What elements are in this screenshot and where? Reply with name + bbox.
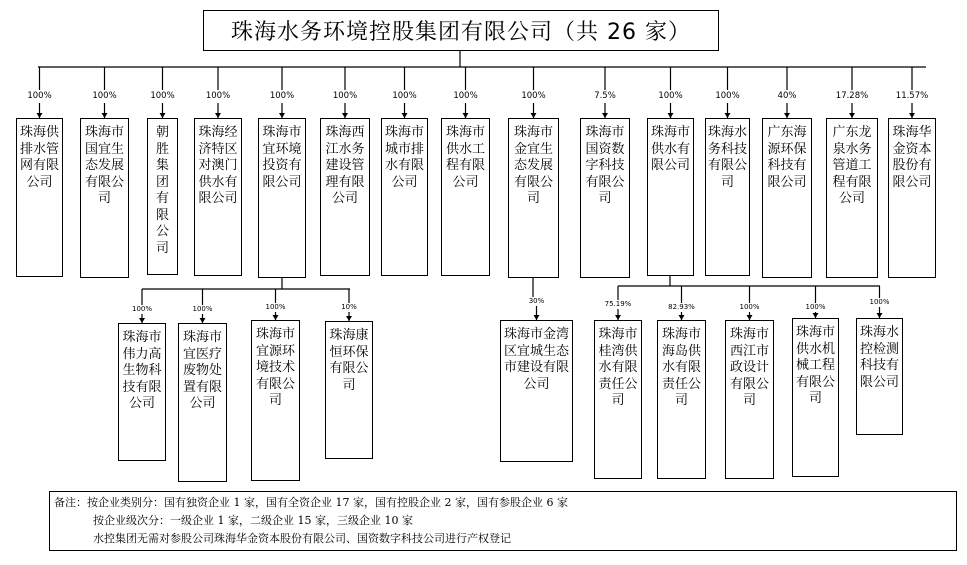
- tier1-company-box: [508, 118, 559, 278]
- tier2-ownership-pct: 100%: [131, 305, 152, 313]
- tier2-company-box: [500, 320, 573, 462]
- tier1-company-name: 珠海供排水管网有限公司: [19, 125, 59, 190]
- tier1-company-name: 珠海市供水工程有限公司: [445, 125, 485, 190]
- tier1-company-name: 珠海华金资本股份有限公司: [892, 125, 932, 190]
- tier2-company-box: [792, 318, 839, 477]
- tier1-company-box: [16, 118, 63, 277]
- tier2-company-box: [594, 320, 642, 479]
- tier1-company-name: 广东海源环保科技有限公司: [767, 125, 807, 190]
- tier2-company-name: 珠海水控检测科技有限公司: [859, 325, 899, 390]
- tier1-ownership-pct: 100%: [269, 91, 295, 101]
- tier1-ownership-pct: 100%: [27, 91, 52, 101]
- tier1-company-name: 珠海市宜环境投资有限公司: [262, 125, 302, 190]
- root-company-title: 珠海水务环境控股集团有限公司（共 26 家）: [203, 10, 719, 51]
- tier1-company-box: [647, 118, 694, 276]
- tier1-ownership-pct: 100%: [715, 91, 740, 101]
- tier2-ownership-pct: 100%: [869, 298, 890, 306]
- tier1-company-box: [194, 118, 242, 276]
- tier1-ownership-pct: 100%: [205, 91, 231, 101]
- tier1-ownership-pct: 40%: [777, 91, 797, 101]
- tier1-company-box: [762, 118, 812, 278]
- tier2-ownership-pct: 82.93%: [668, 303, 695, 311]
- tier2-ownership-pct: 100%: [192, 305, 213, 313]
- tier2-company-box: [251, 320, 300, 481]
- tier2-company-name: 珠海市西江市政设计有限公司: [729, 327, 769, 408]
- note-line-2: 按企业级次分：一级企业 1 家，二级企业 15 家，三级企业 10 家: [93, 514, 413, 527]
- tier1-ownership-pct: 11.57%: [895, 91, 929, 101]
- tier2-ownership-pct: 10%: [341, 303, 357, 311]
- tier1-ownership-pct: 100%: [453, 91, 478, 101]
- tier1-ownership-pct: 17.28%: [835, 91, 869, 101]
- tier2-company-name: 珠海市供水机械工程有限公司: [795, 325, 835, 406]
- tier2-ownership-pct: 75.19%: [604, 300, 632, 308]
- tier1-ownership-pct: 100%: [392, 91, 417, 101]
- tier2-company-name: 珠海市海岛供水有限责任公司: [661, 327, 701, 408]
- tier1-company-name: 珠海市金宜生态发展有限公司: [513, 125, 553, 206]
- tier2-company-name: 珠海市金湾区宜城生态市建设有限公司: [503, 327, 569, 392]
- tier1-company-box: [80, 118, 129, 278]
- tier1-company-box: [888, 118, 936, 278]
- tier1-ownership-pct: 100%: [658, 91, 683, 101]
- tier1-company-name: 珠海经济特区对澳门供水有限公司: [198, 125, 238, 206]
- tier1-ownership-pct: 100%: [521, 91, 546, 101]
- tier1-company-box: [258, 118, 306, 278]
- tier1-ownership-pct: 100%: [92, 91, 117, 101]
- tier2-ownership-pct: 100%: [739, 303, 760, 311]
- tier1-company-box: [147, 118, 178, 275]
- tier2-ownership-pct: 100%: [805, 303, 826, 311]
- tier1-company-box: [826, 118, 878, 278]
- tier2-company-box: [325, 321, 373, 459]
- tier2-company-box: [118, 323, 166, 461]
- tier2-company-box: [657, 320, 706, 479]
- tier1-company-name: 珠海西江水务建设管理有限公司: [325, 125, 365, 206]
- tier1-ownership-pct: 100%: [332, 91, 358, 101]
- tier2-company-name: 珠海市宜源环境技术有限公司: [255, 327, 295, 408]
- tier1-company-box: [705, 118, 750, 276]
- tier1-company-box: [320, 118, 370, 276]
- tier2-company-name: 珠海市宜医疗废物处置有限公司: [182, 330, 222, 411]
- tier2-ownership-pct: 100%: [265, 303, 286, 311]
- tier1-company-name: 朝胜集团有限公司: [155, 125, 169, 256]
- tier1-company-name: 珠海水务科技有限公司: [708, 125, 748, 190]
- tier1-company-name: 珠海市供水有限公司: [650, 125, 690, 173]
- tier1-company-name: 珠海市国宜生态发展有限公司: [84, 125, 124, 206]
- tier2-company-name: 珠海市伟力高生物科技有限公司: [122, 330, 162, 411]
- tier1-company-name: 珠海市城市排水有限公司: [384, 125, 424, 190]
- tier1-company-box: [580, 118, 630, 278]
- note-line-3: 水控集团无需对参股公司珠海华金资本股份有限公司、国资数字科技公司进行产权登记: [93, 532, 511, 545]
- tier2-ownership-pct: 30%: [528, 297, 545, 305]
- tier1-ownership-pct: 7.5%: [594, 91, 616, 101]
- tier1-ownership-pct: 100%: [150, 91, 175, 101]
- tier2-company-box: [856, 318, 903, 435]
- note-line-1: 备注：按企业类别分：国有独资企业 1 家，国有全资企业 17 家，国有控股企业 2 家，国有参股企业 6 家: [54, 496, 568, 509]
- tier2-company-name: 珠海康恒环保有限公司: [329, 328, 369, 393]
- tier1-company-name: 广东龙泉水务管道工程有限公司: [832, 125, 872, 206]
- tier2-company-box: [725, 320, 774, 479]
- tier2-company-box: [178, 323, 227, 482]
- footnote: [49, 491, 957, 551]
- tier1-company-box: [441, 118, 490, 276]
- tier2-company-name: 珠海市桂湾供水有限责任公司: [598, 327, 638, 408]
- tier1-company-name: 珠海市国资数字科技有限公司: [585, 125, 625, 206]
- tier1-company-box: [381, 118, 428, 276]
